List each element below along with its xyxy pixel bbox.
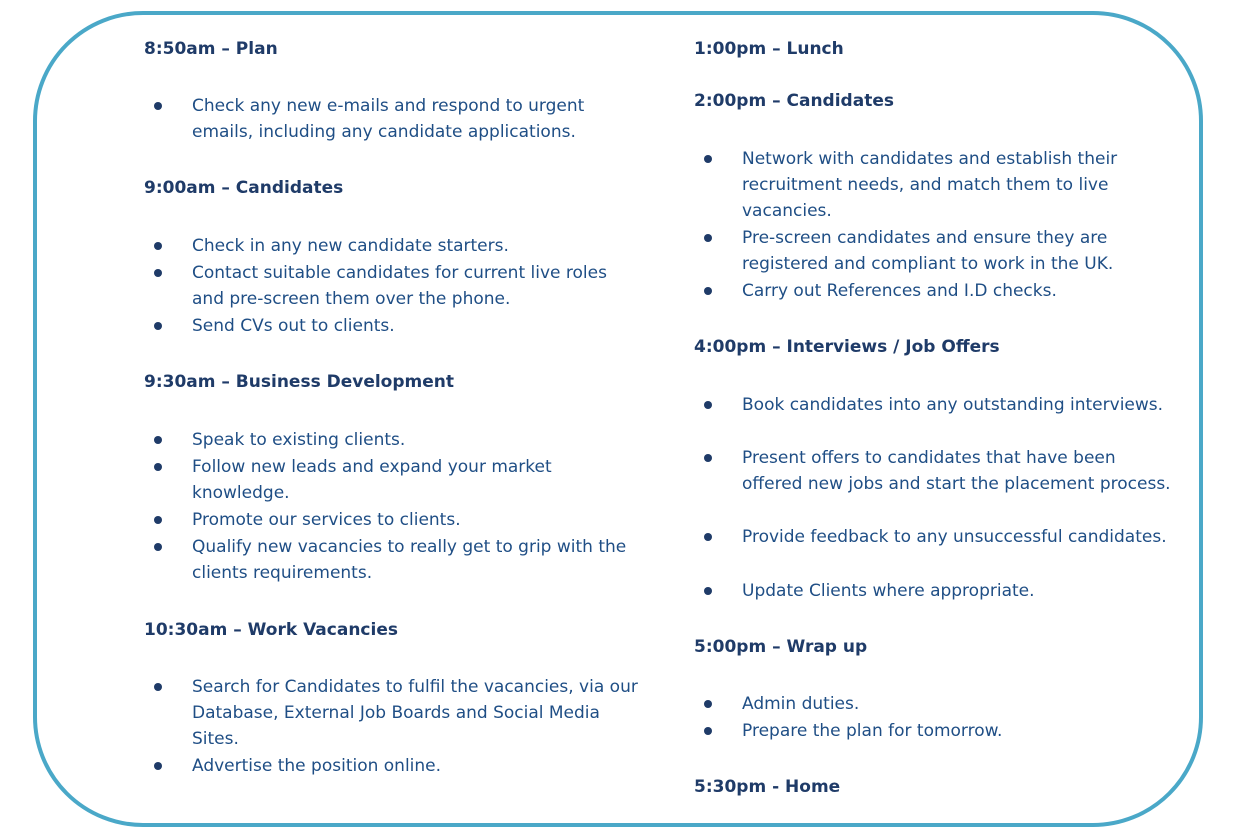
section-heading: 5:00pm – Wrap up bbox=[694, 637, 868, 657]
bullet-icon bbox=[154, 322, 162, 330]
bullet-icon bbox=[704, 727, 712, 735]
bullet-icon bbox=[704, 234, 712, 242]
bullet-icon bbox=[704, 155, 712, 163]
bullet-icon bbox=[704, 533, 712, 541]
bullet-icon bbox=[704, 587, 712, 595]
bullet-icon bbox=[154, 463, 162, 471]
bullet-icon bbox=[704, 700, 712, 708]
section-heading: 4:00pm – Interviews / Job Offers bbox=[694, 337, 1000, 357]
bullet-icon bbox=[154, 516, 162, 524]
section-heading: 8:50am – Plan bbox=[144, 39, 278, 59]
section-heading: 9:30am – Business Development bbox=[144, 372, 455, 392]
bullet-icon bbox=[704, 401, 712, 409]
section-heading: 5:30pm - Home bbox=[694, 777, 841, 797]
bullet-icon bbox=[154, 436, 162, 444]
bullet-icon bbox=[154, 102, 162, 110]
section-heading: 9:00am – Candidates bbox=[144, 178, 344, 198]
bullet-icon bbox=[154, 269, 162, 277]
bullet-icon bbox=[154, 543, 162, 551]
bullet-icon bbox=[154, 683, 162, 691]
bullet-icon bbox=[154, 242, 162, 250]
section-heading: 1:00pm – Lunch bbox=[694, 39, 844, 59]
section-heading: 10:30am – Work Vacancies bbox=[144, 620, 398, 640]
section-heading: 2:00pm – Candidates bbox=[694, 91, 894, 111]
bullet-icon bbox=[704, 454, 712, 462]
bullet-icon bbox=[154, 762, 162, 770]
bullet-icon bbox=[704, 287, 712, 295]
